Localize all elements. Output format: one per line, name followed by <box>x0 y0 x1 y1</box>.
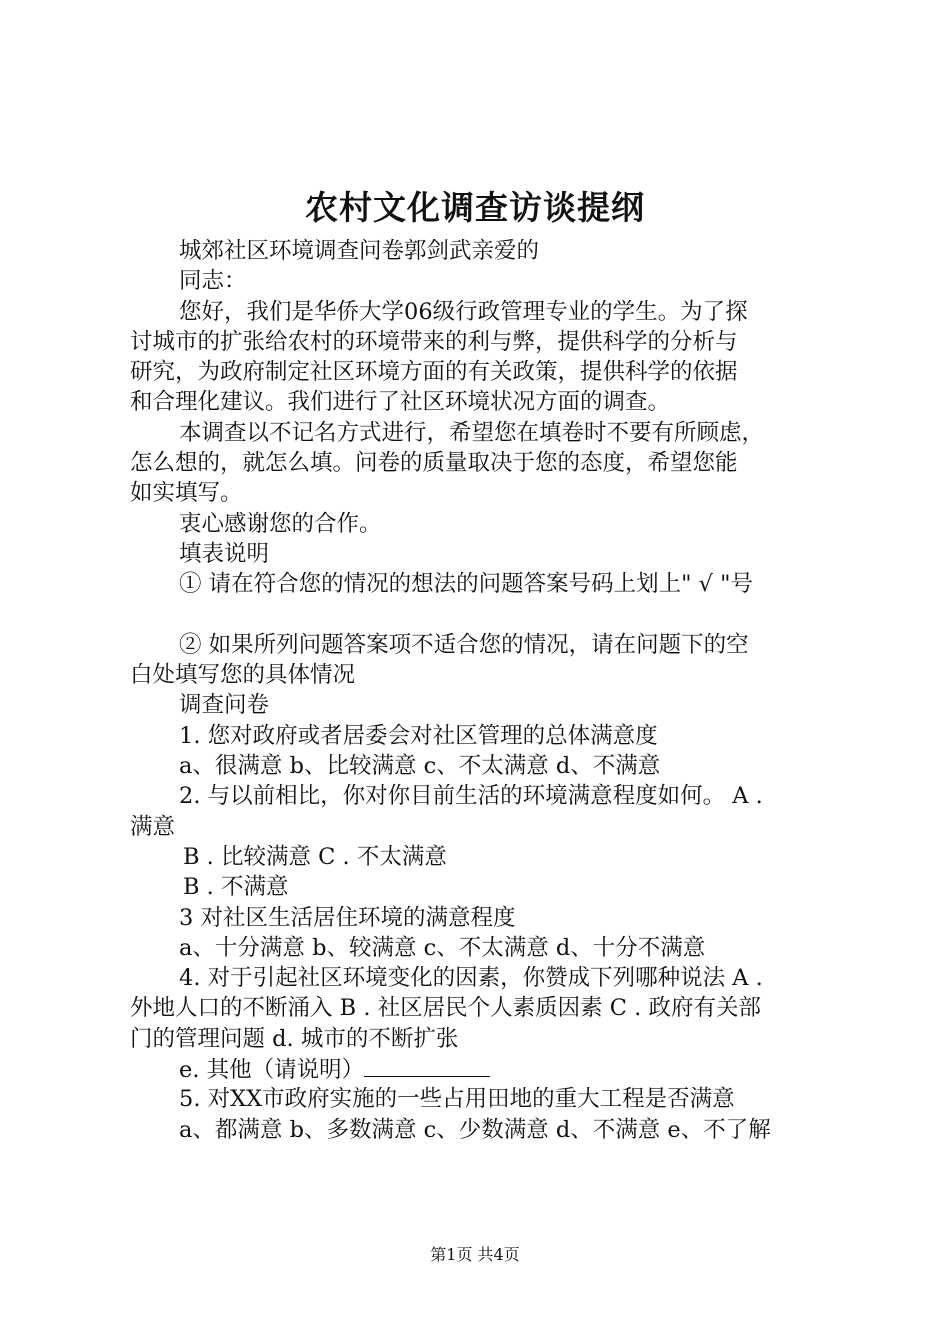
paragraph-line: 和合理化建议。我们进行了社区环境状况方面的调查。 <box>130 389 671 416</box>
instruction-item: ② 如果所列问题答案项不适合您的情况，请在问题下的空 <box>179 631 749 658</box>
answer-options: 门的管理问题 d. 城市的不断扩张 <box>130 1025 459 1052</box>
answer-other-label: e. 其他（请说明） <box>179 1057 365 1084</box>
answer-options: B . 比较满意 C . 不太满意 <box>183 843 447 870</box>
instructions-heading: 填表说明 <box>179 540 270 567</box>
answer-options: 外地人口的不断涌入 B . 社区居民个人素质因素 C . 政府有关部 <box>130 995 761 1022</box>
question-line: 3 对社区生活居住环境的满意程度 <box>179 904 516 931</box>
question-line: 5. 对XX市政府实施的一些占用田地的重大工程是否满意 <box>179 1086 735 1113</box>
paragraph-line: 如实填写。 <box>130 480 243 507</box>
paragraph-line: 本调查以不记名方式进行，希望您在填卷时不要有所顾虑， <box>179 419 765 446</box>
document-title: 农村文化调查访谈提纲 <box>305 188 645 227</box>
fill-in-blank <box>364 1054 490 1077</box>
question-line: 4. 对于引起社区环境变化的因素，你赞成下列哪种说法 A . <box>179 965 763 992</box>
answer-other-line <box>130 1054 835 1084</box>
answer-options: B . 不满意 <box>183 874 289 901</box>
instruction-item: 白处填写您的具体情况 <box>130 662 356 689</box>
answer-options: a、十分满意 b、较满意 c、不太满意 d、十分不满意 <box>179 934 706 961</box>
question-line: 2. 与以前相比，你对你目前生活的环境满意程度如何。 A . <box>179 783 763 810</box>
survey-heading: 调查问卷 <box>179 692 270 719</box>
salutation-line: 同志： <box>179 268 247 295</box>
thanks-line: 衷心感谢您的合作。 <box>179 510 382 537</box>
document-body <box>130 236 835 1145</box>
blank-gap <box>130 600 835 630</box>
answer-options: a、都满意 b、多数满意 c、少数满意 d、不满意 e、不了解 <box>179 1116 771 1143</box>
intro-line: 城郊社区环境调查问卷郭剑武亲爱的 <box>179 238 540 264</box>
question-line: 1. 您对政府或者居委会对社区管理的总体满意度 <box>179 722 658 749</box>
page-footer: 第1页 共4页 <box>430 1245 520 1264</box>
paragraph-line: 怎么想的，就怎么填。问卷的质量取决于您的态度，希望您能 <box>130 450 738 477</box>
paragraph-line: 研究，为政府制定社区环境方面的有关政策，提供科学的依据 <box>130 359 738 386</box>
answer-options: 满意 <box>130 813 176 840</box>
instruction-item: ① 请在符合您的情况的想法的问题答案号码上划上" √ "号 <box>179 571 753 598</box>
answer-options: a、很满意 b、比较满意 c、不太满意 d、不满意 <box>179 753 661 780</box>
paragraph-line: 您好，我们是华侨大学06级行政管理专业的学生。为了探 <box>179 298 748 325</box>
paragraph-line: 讨城市的扩张给农村的环境带来的利与弊，提供科学的分析与 <box>130 328 738 355</box>
